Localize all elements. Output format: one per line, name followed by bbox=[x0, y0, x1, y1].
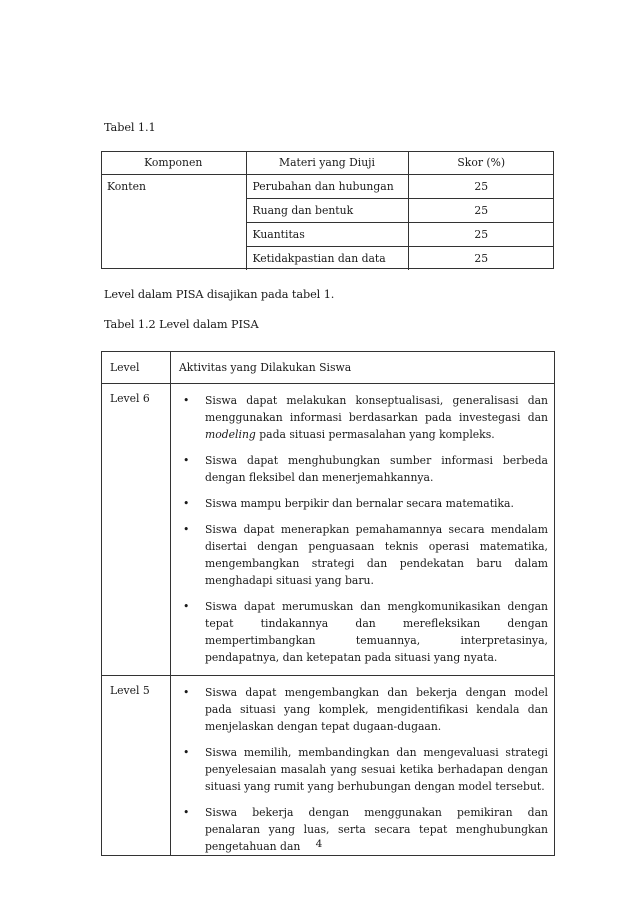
table1-skor-cell: 25 bbox=[408, 175, 554, 199]
bullet-icon: • bbox=[183, 523, 190, 536]
table1-header-cell: Komponen bbox=[101, 151, 246, 175]
bullet-icon: • bbox=[183, 746, 190, 759]
list-item bbox=[177, 684, 548, 735]
table1-skor-cell: 25 bbox=[408, 199, 554, 223]
body-paragraph: Level dalam PISA disajikan pada tabel 1. bbox=[104, 288, 335, 301]
list-item bbox=[177, 392, 548, 443]
table1 bbox=[101, 151, 554, 270]
activity-text: Siswa dapat menerapkan pemahamannya secara mendalam disertai dengan penguasaan teknis operasi matematika, mengembangkan strategi dan pendekatan baru dalam menghadapi situasi yang baru. bbox=[205, 523, 548, 587]
bullet-icon: • bbox=[183, 394, 190, 407]
table-row bbox=[101, 247, 554, 271]
bullet-icon: • bbox=[183, 806, 190, 819]
list-item bbox=[177, 744, 548, 795]
table2-caption: Tabel 1.2 Level dalam PISA bbox=[104, 318, 259, 331]
page-number: 4 bbox=[315, 838, 323, 850]
table1-materi-cell: Perubahan dan hubungan bbox=[246, 175, 408, 199]
table-row bbox=[101, 223, 554, 247]
table1-header-cell: Skor (%) bbox=[408, 151, 554, 175]
table1-skor-cell: 25 bbox=[408, 247, 554, 271]
bullet-icon: • bbox=[183, 686, 190, 699]
activity-text: Siswa dapat merumuskan dan mengkomunikasikan dengan tepat tindakannya dan merefleksikan dengan mempertimbangkan temuannya, interpretasinya, pendapatnya, dan ketepatan pada situasi yang nyata. bbox=[205, 600, 548, 664]
table1-header-row bbox=[101, 151, 554, 175]
bullet-icon: • bbox=[183, 497, 190, 510]
activity-text: Siswa memilih, membandingkan dan mengevaluasi strategi penyelesaian masalah yang sesuai ketika berhadapan dengan situasi yang rumit yang berhubungan dengan model tersebut. bbox=[205, 746, 548, 793]
table2-header-cell: Level bbox=[102, 352, 171, 384]
list-item bbox=[177, 598, 548, 666]
list-item bbox=[177, 521, 548, 589]
table1-skor-cell: 25 bbox=[408, 223, 554, 247]
table1-empty-cell bbox=[101, 223, 246, 247]
table1-caption: Tabel 1.1 bbox=[104, 121, 156, 134]
table1-materi-cell: Ruang dan bentuk bbox=[246, 199, 408, 223]
level-label: Level 6 bbox=[102, 384, 171, 676]
activity-text: Siswa bekerja dengan menggunakan pemikiran dan penalaran yang luas, serta secara tepat menghubungkan pengetahuan dan bbox=[205, 806, 548, 853]
table-row bbox=[102, 384, 555, 676]
table2-header-cell: Aktivitas yang Dilakukan Siswa bbox=[171, 352, 555, 384]
table1-component-cell: Konten bbox=[107, 180, 146, 194]
table-row bbox=[101, 175, 554, 199]
table2-header-row bbox=[102, 352, 555, 384]
bullet-icon: • bbox=[183, 454, 190, 467]
activity-text: Siswa dapat melakukan konseptualisasi, generalisasi dan menggunakan informasi berdasarkan pada investegasi dan modeling pada situasi permasalahan yang kompleks. bbox=[205, 394, 548, 441]
table1-empty-cell bbox=[101, 247, 246, 271]
list-item bbox=[177, 452, 548, 486]
list-item bbox=[177, 495, 548, 512]
level-label: Level 5 bbox=[102, 676, 171, 856]
table1-header-cell: Materi yang Diuji bbox=[246, 151, 408, 175]
table1-empty-cell bbox=[101, 199, 246, 223]
activity-list bbox=[171, 676, 555, 856]
activity-text: Siswa dapat mengembangkan dan bekerja dengan model pada situasi yang komplek, mengidentifikasi kendala dan menjelaskan dengan tepat dugaan-dugaan. bbox=[205, 686, 548, 733]
table-row bbox=[101, 199, 554, 223]
bullet-icon: • bbox=[183, 600, 190, 613]
activity-text: Siswa dapat menghubungkan sumber informasi berbeda dengan fleksibel dan menerjemahkannya. bbox=[205, 454, 548, 484]
table1-materi-cell: Kuantitas bbox=[246, 223, 408, 247]
table2 bbox=[101, 351, 555, 856]
activity-list bbox=[171, 384, 555, 676]
table1-materi-cell: Ketidakpastian dan data bbox=[246, 247, 408, 271]
activity-text: Siswa mampu berpikir dan bernalar secara matematika. bbox=[205, 497, 514, 510]
table-row bbox=[102, 676, 555, 856]
